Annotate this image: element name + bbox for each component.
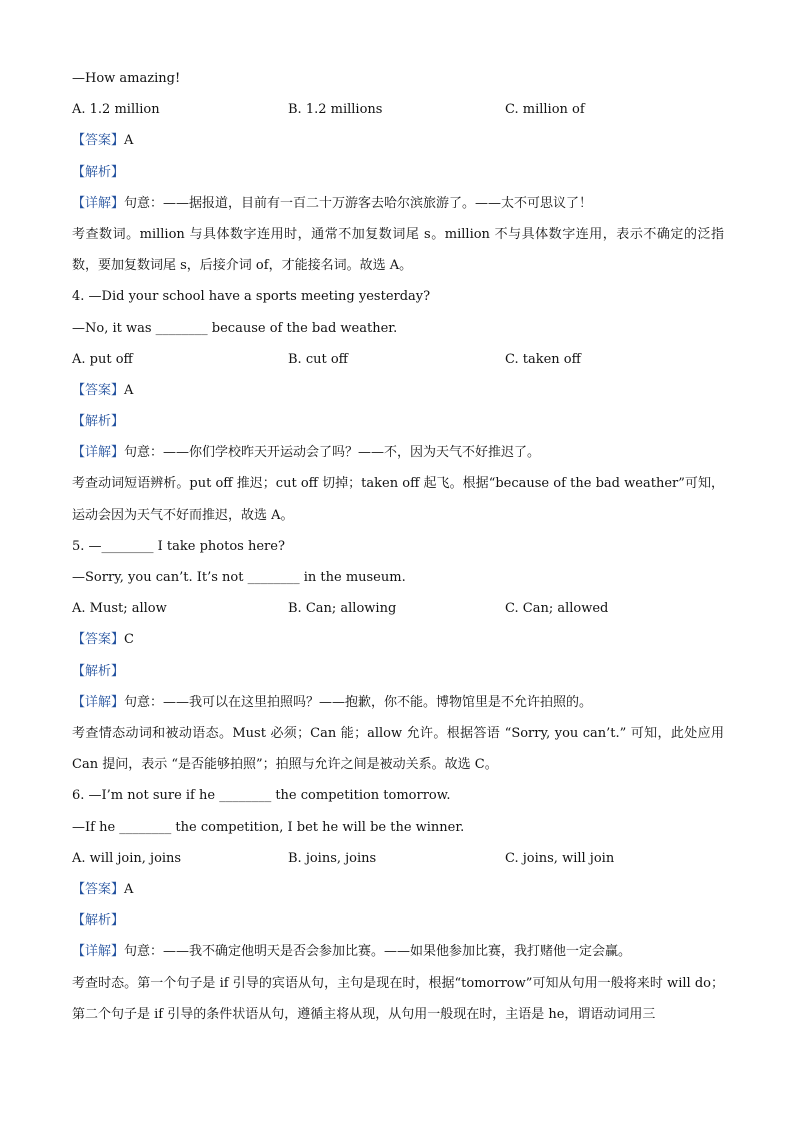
- detail-text: 句意：——你们学校昨天开运动会了吗？——不，因为天气不好推迟了。: [124, 445, 541, 461]
- answer-tag: 【答案】: [72, 881, 125, 897]
- option-b: B. joins, joins: [288, 850, 377, 866]
- question-line: 4. —Did your school have a sports meeting yesterday?: [72, 289, 431, 305]
- answer-value: C: [124, 632, 134, 648]
- analysis-line: [72, 406, 724, 437]
- option-a: A. 1.2 million: [72, 102, 160, 118]
- question-line: —No, it was ________ because of the bad weather.: [72, 320, 398, 336]
- detail-line: [72, 188, 724, 219]
- answer-tag: 【答案】: [72, 382, 125, 398]
- analysis-line: [72, 656, 724, 687]
- answer-value: A: [124, 133, 134, 149]
- analysis-tag: 【解析】: [72, 164, 125, 180]
- explanation-paragraph: 考查时态。第一个句子是 if 引导的宾语从句，主句是现在时，根据“tomorrow”可知从句用一般将来时 will do；第二个句子是 if 引导的条件状语从句，遵循主将从现，从句用一般现在时，主语是 he，谓语动词用三: [72, 975, 724, 1022]
- question-line: 6. —I’m not sure if he ________ the competition tomorrow.: [72, 788, 451, 804]
- option-c: C. Can; allowed: [505, 601, 609, 617]
- option-a: A. will join, joins: [72, 850, 182, 866]
- detail-text: 句意：——我不确定他明天是否会参加比赛。——如果他参加比赛，我打赌他一定会赢。: [124, 944, 632, 960]
- analysis-tag: 【解析】: [72, 414, 125, 430]
- answer-line: [72, 125, 724, 156]
- answer-line: [72, 375, 724, 406]
- analysis-line: [72, 905, 724, 936]
- detail-line: [72, 437, 724, 468]
- detail-text: 句意：——我可以在这里拍照吗？——抱歉，你不能。博物馆里是不允许拍照的。: [124, 694, 593, 710]
- option-a: A. put off: [72, 351, 133, 367]
- option-c: C. million of: [505, 102, 585, 118]
- option-b: B. 1.2 millions: [288, 102, 383, 118]
- detail-tag: 【详解】: [72, 944, 125, 960]
- option-c: C. taken off: [505, 351, 581, 367]
- answer-options: [72, 94, 724, 125]
- answer-tag: 【答案】: [72, 632, 125, 648]
- option-b: B. cut off: [288, 351, 348, 367]
- question-line: —Sorry, you can’t. It’s not ________ in the museum.: [72, 570, 406, 586]
- answer-options: [72, 593, 724, 624]
- option-b: B. Can; allowing: [288, 601, 397, 617]
- question-line: 5. —________ I take photos here?: [72, 538, 285, 554]
- answer-tag: 【答案】: [72, 133, 125, 149]
- answer-options: [72, 344, 724, 375]
- question-line: —If he ________ the competition, I bet he will be the winner.: [72, 819, 465, 835]
- answer-options: [72, 843, 724, 874]
- analysis-tag: 【解析】: [72, 913, 125, 929]
- detail-tag: 【详解】: [72, 195, 125, 211]
- option-a: A. Must; allow: [72, 601, 167, 617]
- detail-line: [72, 687, 724, 718]
- answer-value: A: [124, 881, 134, 897]
- detail-text: 句意：——据报道，目前有一百二十万游客去哈尔滨旅游了。——太不可思议了！: [124, 195, 593, 211]
- detail-tag: 【详解】: [72, 445, 125, 461]
- explanation-paragraph: 考查数词。million 与具体数字连用时，通常不加复数词尾 s。million 不与具体数字连用，表示不确定的泛指数，要加复数词尾 s，后接介词 of，才能接名词。故选 A。: [72, 226, 724, 274]
- explanation-paragraph: 考查动词短语辨析。put off 推迟；cut off 切掉；taken off 起飞。根据“because of the bad weather”可知，运动会因为天气不好而推迟，故选 A。: [72, 476, 724, 523]
- explanation-paragraph: 考查情态动词和被动语态。Must 必须；Can 能；allow 允许。根据答语 “Sorry, you can’t.” 可知，此处应用 Can 提问，表示 “是否能够拍照”；拍照与允许之间是被动关系。故选 C。: [72, 726, 724, 773]
- answer-line: [72, 874, 724, 905]
- detail-tag: 【详解】: [72, 694, 125, 710]
- option-c: C. joins, will join: [505, 850, 615, 866]
- answer-value: A: [124, 382, 134, 398]
- question-line: —How amazing!: [72, 71, 181, 86]
- analysis-line: [72, 157, 724, 188]
- detail-line: [72, 936, 724, 967]
- answer-line: [72, 624, 724, 655]
- analysis-tag: 【解析】: [72, 663, 125, 679]
- document-page: [72, 63, 724, 1030]
